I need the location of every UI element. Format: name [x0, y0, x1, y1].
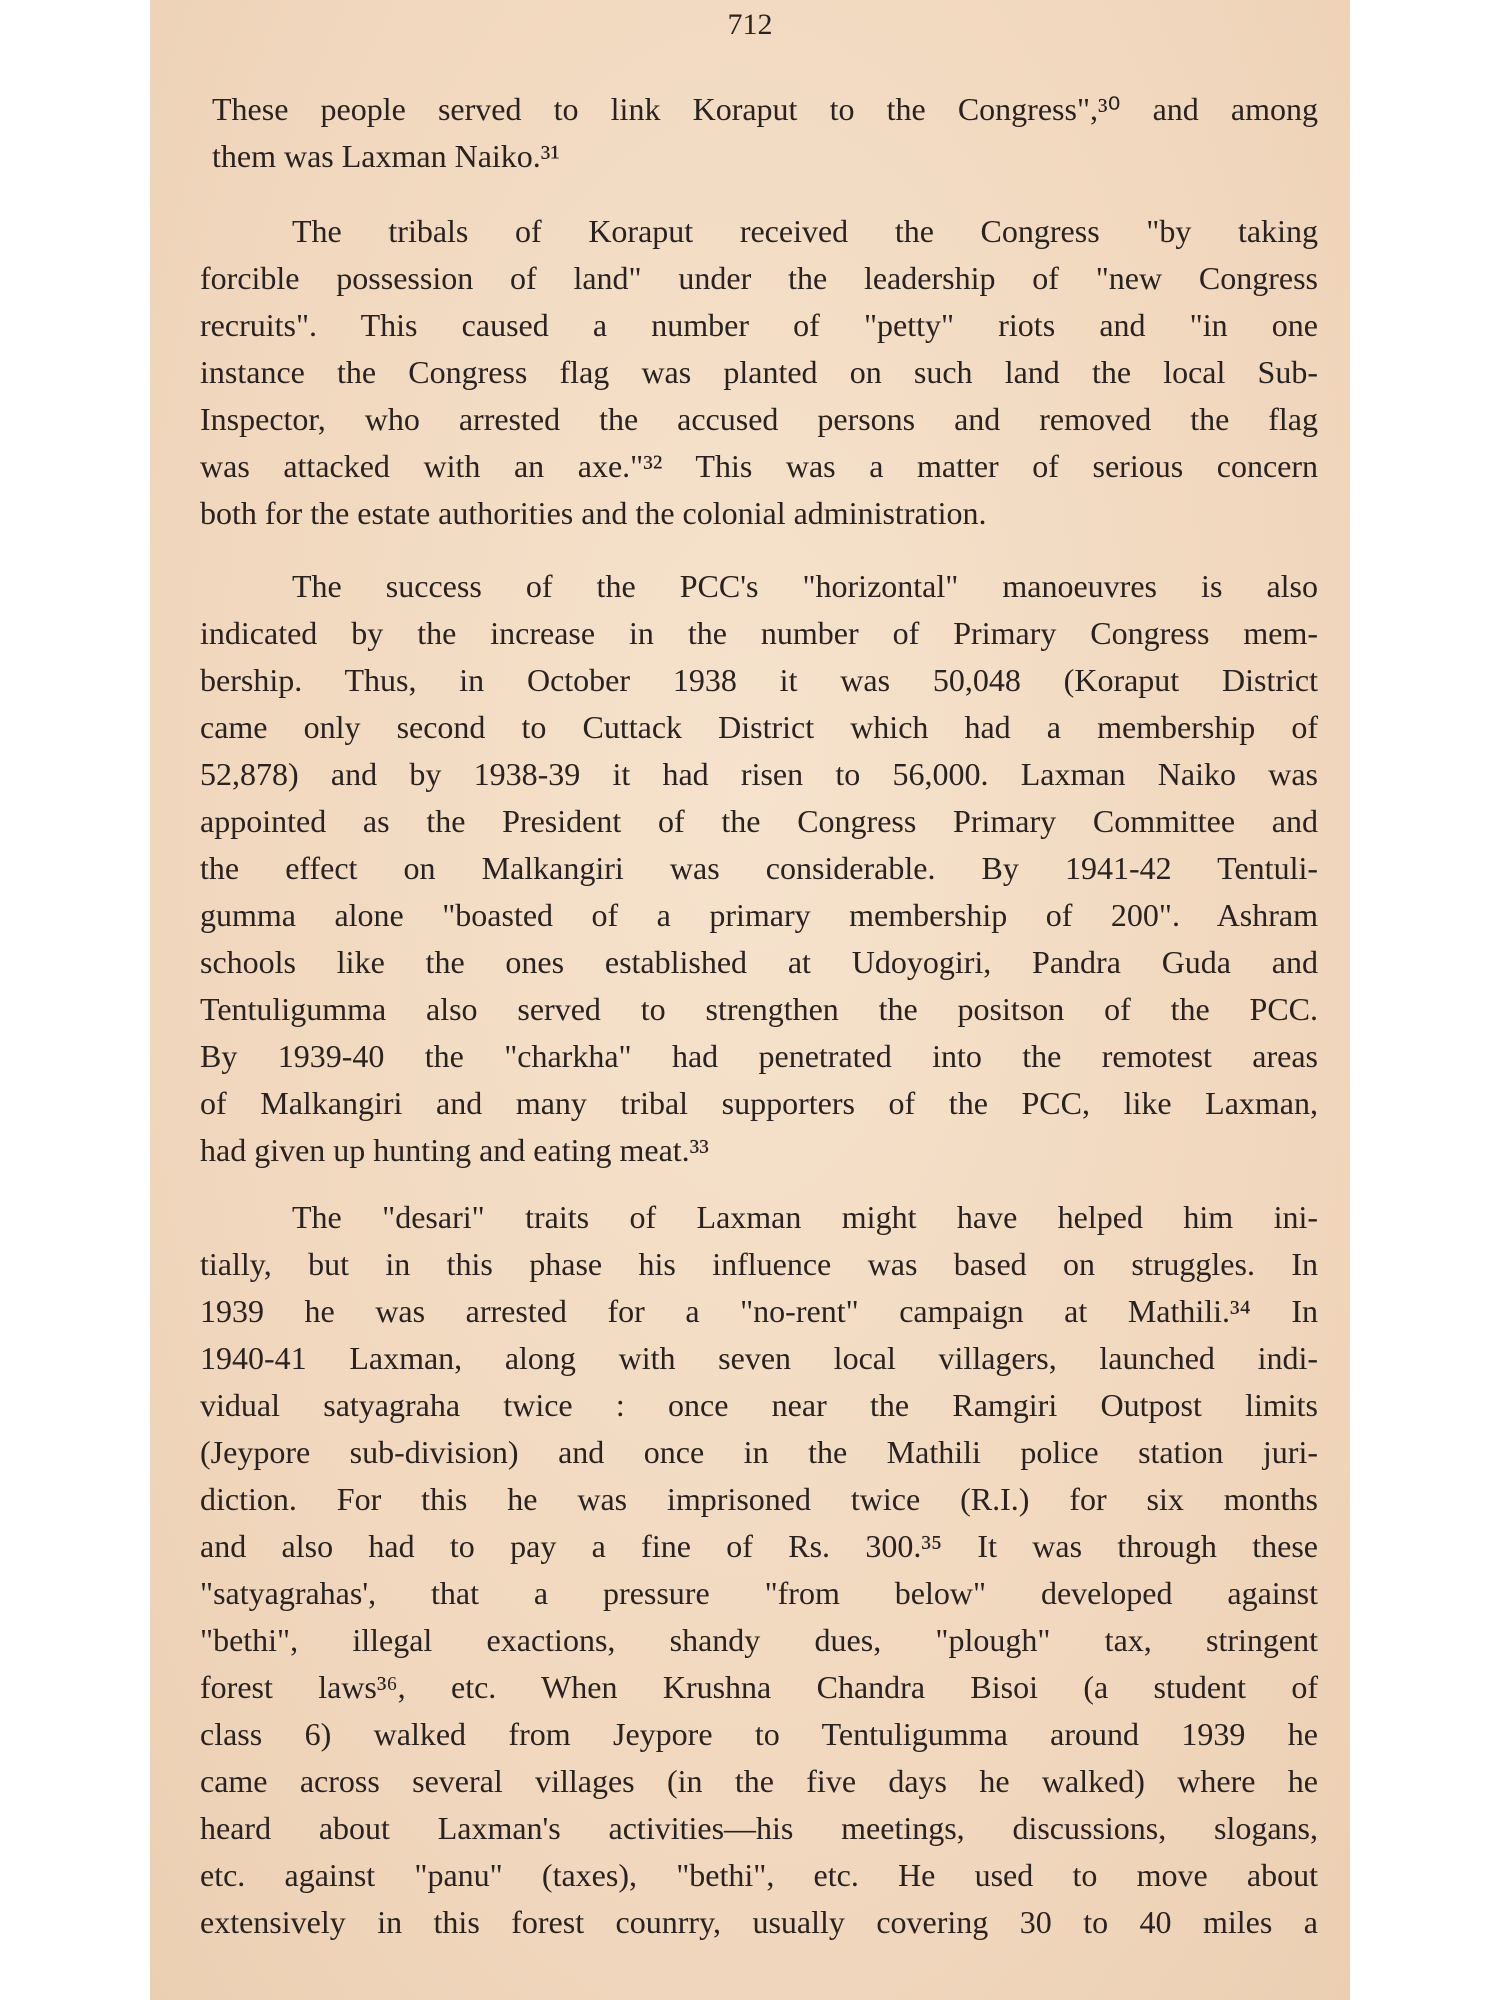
text-line: gumma alone "boasted of a primary membership of 200". Ashram — [200, 897, 1318, 933]
text-line: recruits". This caused a number of "petty" riots and "in one — [200, 307, 1318, 343]
text-line: The success of the PCC's "horizontal" manoeuvres is also — [292, 568, 1318, 604]
text-line: of Malkangiri and many tribal supporters of the PCC, like Laxman, — [200, 1085, 1318, 1121]
text-line: 1940-41 Laxman, along with seven local villagers, launched indi- — [200, 1340, 1318, 1376]
text-line: was attacked with an axe."³² This was a matter of serious concern — [200, 448, 1318, 484]
book-page — [150, 0, 1350, 2000]
text-line: 52,878) and by 1938-39 it had risen to 56,000. Laxman Naiko was — [200, 756, 1318, 792]
text-line: (Jeypore sub-division) and once in the Mathili police station juri- — [200, 1434, 1318, 1470]
text-line: These people served to link Koraput to the Congress",³⁰ and among — [212, 91, 1318, 127]
paragraph-3 — [200, 563, 1318, 1174]
text-line: class 6) walked from Jeypore to Tentuligumma around 1939 he — [200, 1716, 1318, 1752]
page-number: 712 — [727, 8, 773, 41]
text-line: forcible possession of land" under the leadership of "new Congress — [200, 260, 1318, 296]
text-line: By 1939-40 the "charkha" had penetrated into the remotest areas — [200, 1038, 1318, 1074]
text-line: instance the Congress flag was planted on such land the local Sub- — [200, 354, 1318, 390]
paragraph-1 — [212, 86, 1318, 180]
text-line: came only second to Cuttack District which had a membership of — [200, 709, 1318, 745]
text-line: diction. For this he was imprisoned twice (R.I.) for six months — [200, 1481, 1318, 1517]
text-line: tially, but in this phase his influence was based on struggles. In — [200, 1246, 1318, 1282]
text-line: schools like the ones established at Udoyogiri, Pandra Guda and — [200, 944, 1318, 980]
text-line: forest laws³⁶, etc. When Krushna Chandra Bisoi (a student of — [200, 1669, 1318, 1705]
text-line: bership. Thus, in October 1938 it was 50,048 (Koraput District — [200, 662, 1318, 698]
text-line: extensively in this forest counrry, usually covering 30 to 40 miles a — [200, 1904, 1318, 1940]
text-line: The "desari" traits of Laxman might have helped him ini- — [292, 1199, 1318, 1235]
paragraph-4 — [200, 1194, 1318, 1946]
text-line: The tribals of Koraput received the Congress "by taking — [292, 213, 1318, 249]
paragraph-2 — [200, 208, 1318, 537]
text-line: Tentuligumma also served to strengthen the positson of the PCC. — [200, 991, 1318, 1027]
text-line: came across several villages (in the five days he walked) where he — [200, 1763, 1318, 1799]
text-line: indicated by the increase in the number of Primary Congress mem- — [200, 615, 1318, 651]
text-line: etc. against "panu" (taxes), "bethi", etc. He used to move about — [200, 1857, 1318, 1893]
text-line: heard about Laxman's activities—his meetings, discussions, slogans, — [200, 1810, 1318, 1846]
text-line: 1939 he was arrested for a "no-rent" campaign at Mathili.³⁴ In — [200, 1293, 1318, 1329]
text-line: them was Laxman Naiko.³¹ — [212, 138, 560, 174]
text-line: appointed as the President of the Congress Primary Committee and — [200, 803, 1318, 839]
text-line: the effect on Malkangiri was considerable. By 1941-42 Tentuli- — [200, 850, 1318, 886]
text-line: Inspector, who arrested the accused persons and removed the flag — [200, 401, 1318, 437]
text-line: "satyagrahas', that a pressure "from below" developed against — [200, 1575, 1318, 1611]
text-line: vidual satyagraha twice : once near the Ramgiri Outpost limits — [200, 1387, 1318, 1423]
text-line: and also had to pay a fine of Rs. 300.³⁵ It was through these — [200, 1528, 1318, 1564]
text-line: both for the estate authorities and the colonial administration. — [200, 495, 987, 531]
text-line: "bethi", illegal exactions, shandy dues, "plough" tax, stringent — [200, 1622, 1318, 1658]
text-line: had given up hunting and eating meat.³³ — [200, 1132, 709, 1168]
